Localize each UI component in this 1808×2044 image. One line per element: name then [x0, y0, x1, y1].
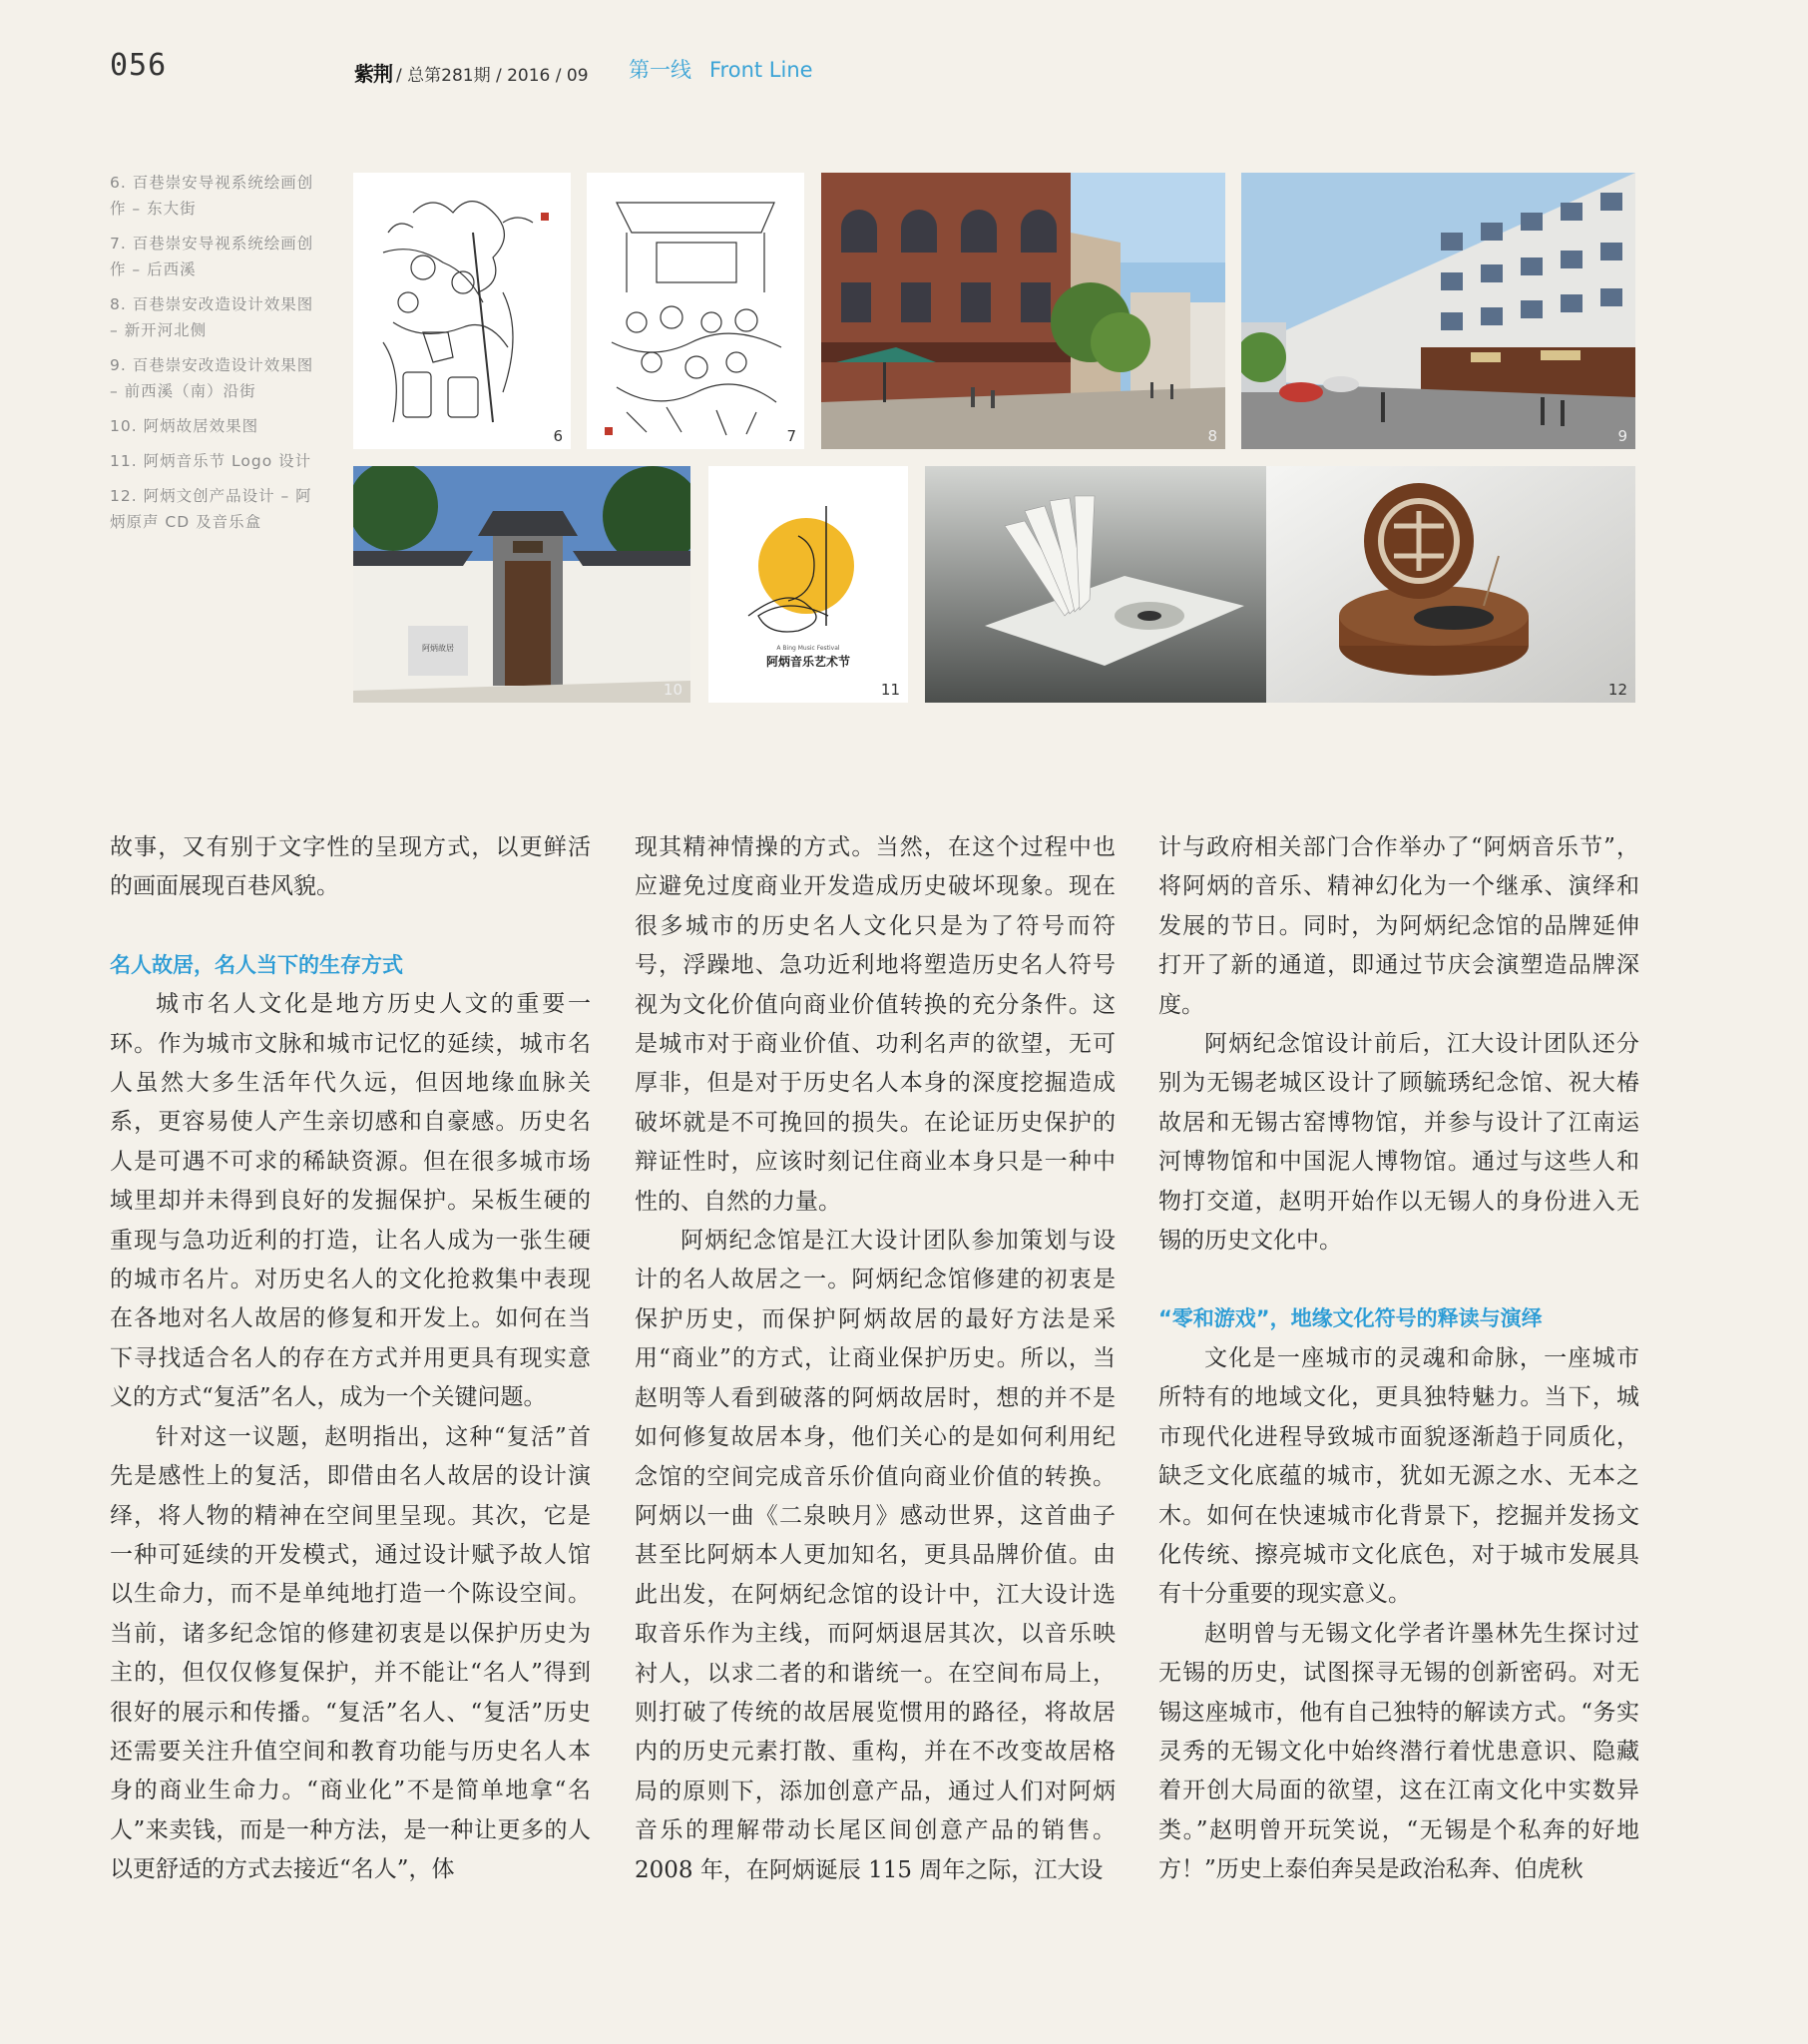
caption-12: 12. 阿炳文创产品设计 – 阿炳原声 CD 及音乐盒 [110, 487, 312, 531]
product-render-12 [925, 466, 1635, 703]
page-number: 056 [110, 48, 168, 83]
caption-8: 8. 百巷崇安改造设计效果图 – 新开河北侧 [110, 295, 314, 339]
paragraph: 针对这一议题，赵明指出，这种“复活”首先是感性上的复活，即借由名人故居的设计演绎，将人物的精神在空间里呈现。其次，它是一种可延续的开发模式，通过设计赋予故人馆以生命力，而不是单纯地打造一个陈设空间。当前，诸多纪念馆的修建初衷是以保护历史为主的，但仅仅修复保护，并不能让“名人”得到很好的展示和传播。“复活”名人、“复活”历史还需要关注升值空间和教育功能与历史名人本身的商业生命力。“商业化”不是简单地拿“名人”来卖钱，而是一种方法，是一种让更多的人以更舒适的方式去接近“名人”，体 [110, 1423, 591, 1883]
figure-number-11: 11 [880, 681, 900, 699]
figure-captions [110, 170, 314, 544]
article-column-3 [1158, 828, 1639, 1890]
caption-9: 9. 百巷崇安改造设计效果图 – 前西溪（南）沿街 [110, 356, 314, 400]
paragraph: 阿炳纪念馆设计前后，江大设计团队还分别为无锡老城区设计了顾毓琇纪念馆、祝大椿故居和无锡古窑博物馆，并参与设计了江南运河博物馆和中国泥人博物馆。通过与这些人和物打交道，赵明开始作以无锡人的身份进入无锡的历史文化中。 [1158, 1031, 1639, 1255]
paragraph: 故事，又有别于文字性的呈现方式，以更鲜活的画面展现百巷风貌。 [110, 834, 591, 900]
paragraph: 计与政府相关部门合作举办了“阿炳音乐节”，将阿炳的音乐、精神幻化为一个继承、演绎和发展的节日。同时，为阿炳纪念馆的品牌延伸打开了新的通道，即通过节庆会演塑造品牌深度。 [1158, 834, 1639, 1018]
article-column-2 [635, 828, 1116, 1890]
figure-number-10: 10 [663, 681, 682, 699]
logo-english: A Bing Music Festival [776, 645, 840, 652]
figure-number-7: 7 [786, 427, 796, 445]
section-en: Front Line [709, 58, 813, 82]
figure-7-sketch [587, 173, 804, 449]
figure-number-9: 9 [1617, 427, 1627, 445]
residence-render-10 [353, 466, 690, 703]
paragraph: 城市名人文化是地方历史人文的重要一环。作为城市文脉和城市记忆的延续，城市名人虽然大多生活年代久远，但因地缘血脉关系，更容易使人产生亲切感和自豪感。历史名人是可遇不可求的稀缺资源。但在很多城市场域里却并未得到良好的发掘保护。呆板生硬的重现与急功近利的打造，让名人成为一张生硬的城市名片。对历史名人的文化抢救集中表现在各地对名人故居的修复和开发上。如何在当下寻找适合名人的存在方式并用更具有现实意义的方式“复活”名人，成为一个关键问题。 [110, 991, 591, 1411]
figure-number-12: 12 [1607, 681, 1627, 699]
figure-9-street [1241, 173, 1635, 449]
street-render-8 [821, 173, 1225, 449]
figure-12-products [925, 466, 1635, 703]
sketch-illustration-6 [353, 173, 571, 449]
paragraph: 阿炳纪念馆是江大设计团队参加策划与设计的名人故居之一。阿炳纪念馆修建的初衷是保护历史，而保护阿炳故居的最好方法是采用“商业”的方式，让商业保护历史。所以，当赵明等人看到破落的阿炳故居时，想的并不是如何修复故居本身，他们关心的是如何利用纪念馆的空间完成音乐价值向商业价值的转换。阿炳以一曲《二泉映月》感动世界，这首曲子甚至比阿炳本人更加知名，更具品牌价值。由此出发，在阿炳纪念馆的设计中，江大设计选取音乐作为主线，而阿炳退居其次，以音乐映衬人，以求二者的和谐统一。在空间布局上，则打破了传统的故居展览惯用的路径，将故居内的历史元素打散、重构，并在不改变故居格局的原则下，添加创意产品，通过人们对阿炳音乐的理解带动长尾区间创意产品的销售。2008 年，在阿炳诞辰 115 周年之际，江大设 [635, 1228, 1116, 1883]
caption-11: 11. 阿炳音乐节 Logo 设计 [110, 452, 312, 470]
caption-6: 6. 百巷崇安导视系统绘画创作 – 东大街 [110, 174, 314, 218]
sketch-illustration-7 [587, 173, 804, 449]
gate-sign: 阿炳故居 [422, 644, 454, 653]
section-title [629, 54, 831, 84]
figure-number-8: 8 [1207, 427, 1217, 445]
logo-chinese: 阿炳音乐艺术节 [765, 655, 851, 669]
section-heading-celebrity-residence: 名人故居，名人当下的生存方式 [110, 952, 403, 977]
figure-11-logo [708, 466, 908, 703]
caption-7: 7. 百巷崇安导视系统绘画创作 – 后西溪 [110, 235, 314, 278]
magazine-logo: 紫荆 [354, 62, 392, 86]
paragraph: 赵明曾与无锡文化学者许墨林先生探讨过无锡的历史，试图探寻无锡的创新密码。对无锡这座城市，他有自己独特的解读方式。“务实灵秀的无锡文化中始终潜行着忧患意识、隐藏着开创大局面的欲望，这在江南文化中实数异类。”赵明曾开玩笑说，“无锡是个私奔的好地方！”历史上泰伯奔吴是政治私奔、伯虎秋 [1158, 1620, 1639, 1883]
issue-text: / 总第281期 / 2016 / 09 [396, 66, 589, 86]
street-render-9 [1241, 173, 1635, 449]
section-cn: 第一线 [629, 58, 691, 82]
figure-10-gate [353, 466, 690, 703]
figure-8-building [821, 173, 1225, 449]
article-column-1 [110, 828, 591, 1890]
paragraph: 文化是一座城市的灵魂和命脉，一座城市所特有的地域文化，更具独特魅力。当下，城市现代化进程导致城市面貌逐渐趋于同质化，缺乏文化底蕴的城市，犹如无源之水、无本之木。如何在快速城市化背景下，挖掘并发扬文化传统、擦亮城市文化底色，对于城市发展具有十分重要的现实意义。 [1158, 1344, 1639, 1608]
page-header [0, 48, 1808, 88]
caption-10: 10. 阿炳故居效果图 [110, 417, 259, 435]
paragraph: 现其精神情操的方式。当然，在这个过程中也应避免过度商业开发造成历史破坏现象。现在很多城市的历史名人文化只是为了符号而符号，浮躁地、急功近利地将塑造历史名人符号视为文化价值向商业价值转换的充分条件。这是城市对于商业价值、功利名声的欲望，无可厚非，但是对于历史名人本身的深度挖掘造成破坏就是不可挽回的损失。在论证历史保护的辩证性时，应该时刻记住商业本身只是一种中性的、自然的力量。 [635, 834, 1116, 1215]
section-heading-zero-sum: “零和游戏”，地缘文化符号的释读与演绎 [1158, 1306, 1543, 1331]
magazine-issue [354, 58, 589, 87]
festival-logo [708, 466, 908, 703]
figure-6-sketch [353, 173, 571, 449]
figure-number-6: 6 [553, 427, 563, 445]
